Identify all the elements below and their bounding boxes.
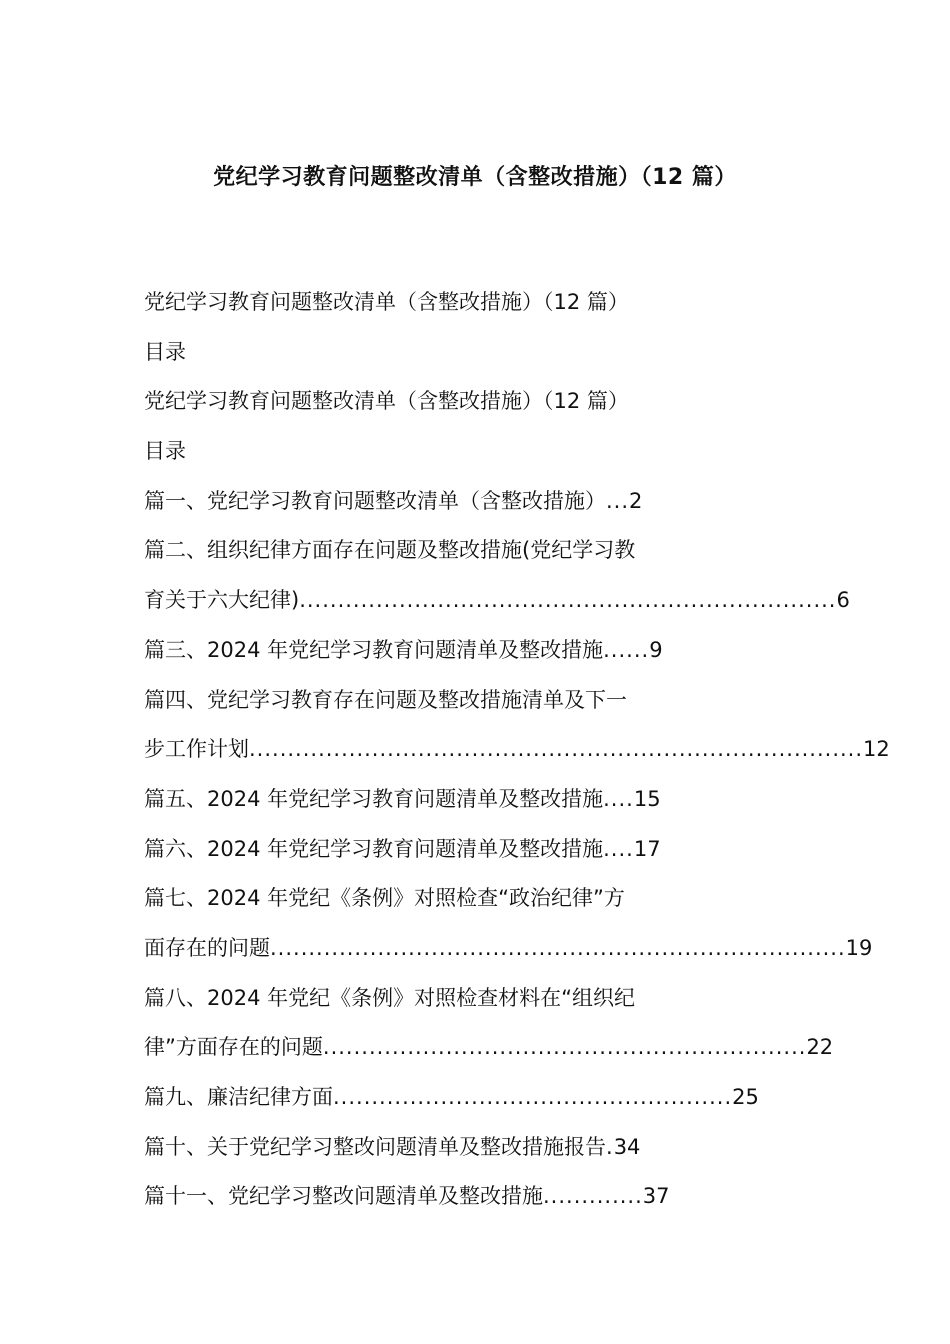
toc-leader: ... [606, 488, 630, 513]
toc-page-number: 37 [642, 1184, 670, 1209]
toc-page-number: 15 [633, 786, 661, 811]
toc-page-number: 12 [863, 737, 890, 762]
toc-entry-label: 篇一、党纪学习教育问题整改清单（含整改措施） [144, 488, 606, 513]
toc-leader: ................................................................................ [249, 737, 864, 762]
toc-entry-4[interactable]: 篇四、党纪学习教育存在问题及整改措施清单及下一 [144, 687, 627, 712]
toc-entry-2[interactable]: 篇二、组织纪律方面存在问题及整改措施(党纪学习教 [144, 538, 636, 563]
toc-page-number: 6 [836, 588, 850, 613]
toc-entry-2-continuation[interactable] [144, 576, 850, 626]
intro-line: 党纪学习教育问题整改清单（含整改措施）（12 篇） [144, 290, 629, 314]
toc-leader: . [606, 1134, 614, 1159]
toc-entry-6[interactable] [144, 825, 754, 875]
toc-entry-7[interactable]: 篇七、2024 年党纪《条例》对照检查“政治纪律”方 [144, 886, 625, 911]
toc-page-number: 22 [806, 1035, 834, 1060]
toc-entry-9[interactable] [144, 1073, 759, 1123]
toc-leader: ............. [543, 1184, 643, 1209]
toc-leader: .... [603, 786, 634, 811]
toc-page-number: 25 [732, 1085, 759, 1109]
toc-entry-label: 步工作计划 [144, 737, 249, 762]
toc-page-number: 9 [649, 637, 663, 662]
toc-page-number: 19 [845, 935, 873, 960]
toc-entry-3[interactable] [144, 626, 754, 676]
toc-leader: .... [603, 836, 634, 861]
toc-page-number: 34 [613, 1134, 641, 1159]
toc-entry-11[interactable] [144, 1172, 754, 1222]
toc-entry-label: 篇五、2024 年党纪学习教育问题清单及整改措施 [144, 786, 604, 811]
document-title: 党纪学习教育问题整改清单（含整改措施）（12 篇） [213, 165, 737, 190]
toc-leader: ...... [603, 637, 650, 662]
toc-entry-label: 篇十一、党纪学习整改问题清单及整改措施 [144, 1184, 543, 1209]
toc-entry-8[interactable]: 篇八、2024 年党纪《条例》对照检查材料在“组织纪 [144, 985, 635, 1010]
toc-page-number: 17 [633, 836, 661, 861]
document-body [144, 278, 890, 1222]
toc-leader: ........................................................................... [270, 935, 846, 960]
toc-entry-1[interactable] [144, 477, 754, 527]
intro-line: 目录 [144, 339, 186, 364]
intro-line: 目录 [144, 439, 186, 464]
toc-entry-8-continuation[interactable] [144, 1023, 834, 1073]
toc-entry-5[interactable] [144, 775, 754, 825]
toc-entry-7-continuation[interactable] [144, 924, 873, 974]
toc-entry-label: 篇九、廉洁纪律方面 [144, 1085, 333, 1109]
toc-entry-label: 篇六、2024 年党纪学习教育问题清单及整改措施 [144, 836, 604, 861]
toc-entry-label: 律”方面存在的问题 [144, 1035, 323, 1060]
toc-entry-10[interactable] [144, 1123, 754, 1173]
toc-entry-label: 篇十、关于党纪学习整改问题清单及整改措施报告 [144, 1134, 606, 1159]
toc-entry-label: 篇三、2024 年党纪学习教育问题清单及整改措施 [144, 637, 604, 662]
intro-line: 党纪学习教育问题整改清单（含整改措施）（12 篇） [144, 389, 629, 414]
toc-leader: ...................................................................... [299, 588, 837, 613]
toc-leader: ............................................................... [322, 1035, 807, 1060]
toc-entry-4-continuation[interactable] [144, 725, 890, 775]
toc-page-number: 2 [629, 488, 643, 513]
toc-entry-label: 育关于六大纪律) [144, 588, 300, 613]
toc-entry-label: 面存在的问题 [144, 935, 270, 960]
toc-leader: .................................................... [333, 1085, 733, 1109]
